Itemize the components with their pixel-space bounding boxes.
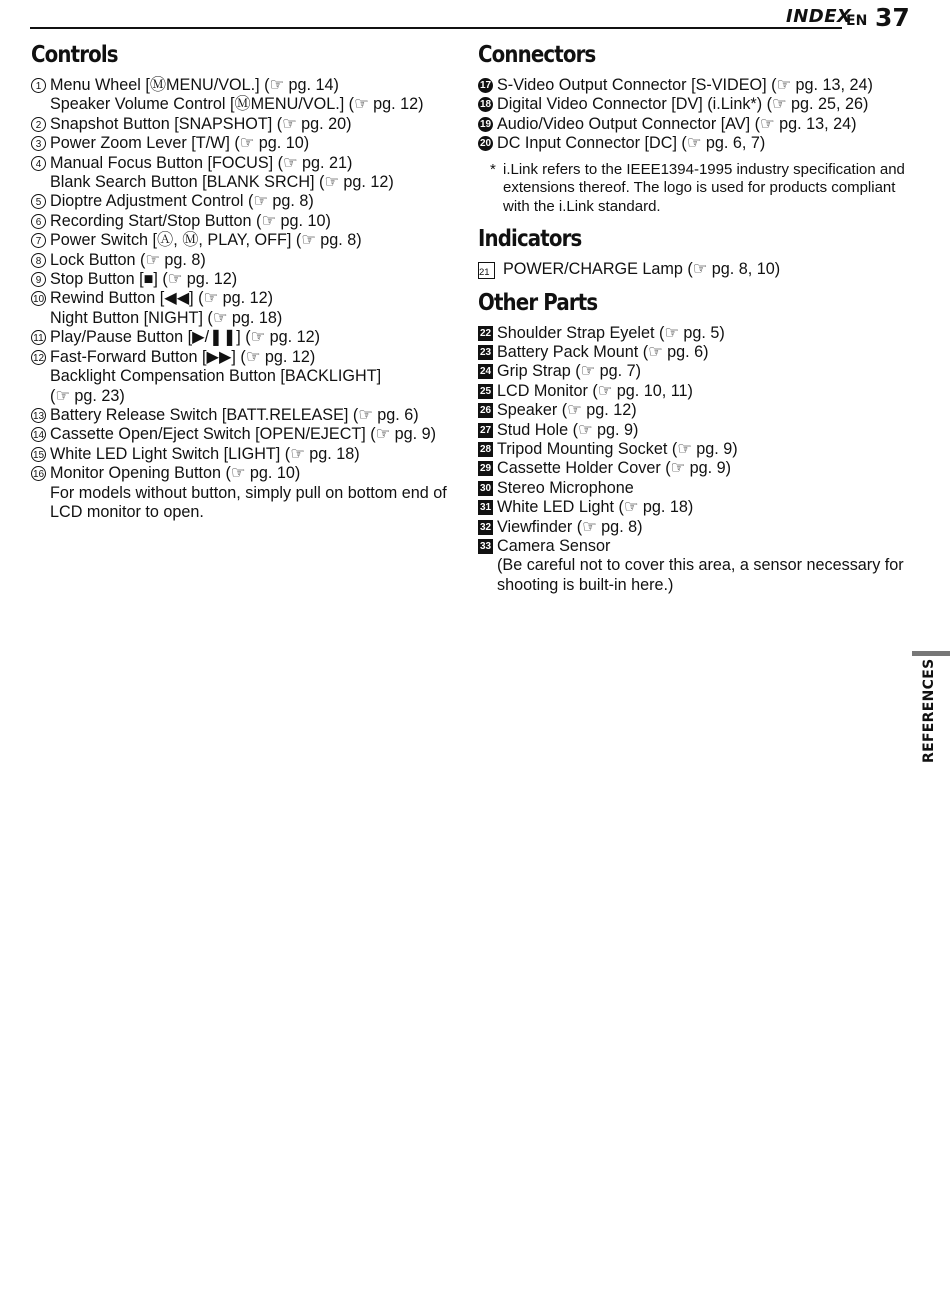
item-text: Snapshot Button [SNAPSHOT] (☞ pg. 20)	[50, 114, 352, 133]
item-text: Monitor Opening Button (☞ pg. 10)	[50, 464, 301, 483]
page-number: 37	[875, 3, 910, 32]
list-item	[31, 231, 461, 250]
item-text: Power Switch [Ⓐ, Ⓜ, PLAY, OFF] (☞ pg. 8)	[50, 231, 362, 250]
item-continuation-text: Backlight Compensation Button [BACKLIGHT]	[50, 367, 382, 386]
item-text: Battery Release Switch [BATT.RELEASE] (☞ pg. 6)	[50, 405, 419, 424]
item-text: Power Zoom Lever [T/W] (☞ pg. 10)	[50, 134, 310, 153]
list-item	[478, 518, 908, 537]
item-number-marker: 2	[31, 117, 46, 132]
item-number-marker: 28	[479, 443, 492, 455]
page-header	[30, 0, 910, 36]
item-text: Viewfinder (☞ pg. 8)	[497, 517, 643, 536]
item-text: Lock Button (☞ pg. 8)	[50, 250, 206, 269]
item-number-marker: 31	[479, 502, 492, 514]
list-item	[31, 348, 461, 367]
item-number-marker: 26	[479, 405, 492, 417]
item-number-marker: 18	[479, 99, 492, 111]
item-text: Dioptre Adjustment Control (☞ pg. 8)	[50, 192, 314, 211]
item-number-marker: 30	[479, 482, 492, 494]
item-number-marker: 1	[31, 78, 46, 93]
list-item	[478, 343, 908, 362]
item-text: Rewind Button [◀◀] (☞ pg. 12)	[50, 289, 273, 308]
item-text: Cassette Open/Eject Switch [OPEN/EJECT] (☞ pg. 9)	[50, 425, 437, 444]
indicators-list	[478, 260, 908, 279]
item-number-marker: 16	[31, 466, 46, 481]
list-item	[478, 95, 908, 114]
indicators-heading: Indicators	[478, 226, 582, 253]
item-number-marker: 21	[478, 262, 495, 279]
list-item	[31, 115, 461, 134]
side-tab-bar	[912, 651, 950, 656]
item-number-marker: 32	[479, 521, 492, 533]
list-item	[31, 270, 461, 289]
list-item	[31, 425, 461, 444]
item-text: Audio/Video Output Connector [AV] (☞ pg. 13, 24)	[497, 114, 857, 133]
item-text: Stud Hole (☞ pg. 9)	[497, 420, 639, 439]
left-column	[31, 40, 461, 522]
header-language: EN	[846, 13, 868, 29]
item-text: Play/Pause Button [▶/❚❚] (☞ pg. 12)	[50, 328, 321, 347]
list-item	[478, 459, 908, 478]
list-item	[478, 440, 908, 459]
item-text: White LED Light (☞ pg. 18)	[497, 498, 694, 517]
footnote-asterisk: *	[490, 160, 496, 178]
item-text: Stereo Microphone	[497, 478, 634, 497]
item-number-marker: 8	[31, 253, 46, 268]
list-item	[31, 464, 461, 483]
list-item	[31, 251, 461, 270]
item-continuation-text: (Be careful not to cover this area, a sensor necessary for shooting is built-in here.)	[497, 556, 904, 594]
item-text: LCD Monitor (☞ pg. 10, 11)	[497, 381, 693, 400]
list-item	[31, 406, 461, 425]
item-number-marker: 12	[31, 350, 46, 365]
list-item	[478, 324, 908, 343]
list-item	[478, 401, 908, 420]
header-rule	[30, 27, 842, 29]
list-item	[31, 289, 461, 308]
item-text: Speaker (☞ pg. 12)	[497, 401, 637, 420]
item-text: Battery Pack Mount (☞ pg. 6)	[497, 342, 709, 361]
item-number-marker: 19	[479, 118, 492, 130]
right-column	[478, 40, 908, 595]
list-item	[478, 382, 908, 401]
item-text: Stop Button [■] (☞ pg. 12)	[50, 270, 238, 289]
item-text: Cassette Holder Cover (☞ pg. 9)	[497, 459, 732, 478]
list-item	[31, 76, 461, 95]
item-continuation-text: Blank Search Button [BLANK SRCH] (☞ pg. 12)	[50, 173, 394, 192]
item-number-marker: 25	[479, 385, 492, 397]
list-item	[478, 537, 908, 556]
item-text: Digital Video Connector [DV] (i.Link*) (☞ pg. 25, 26)	[497, 95, 869, 114]
list-item	[31, 192, 461, 211]
item-number-marker: 6	[31, 214, 46, 229]
connectors-heading: Connectors	[478, 42, 596, 68]
item-number-marker: 24	[479, 366, 492, 378]
item-number-marker: 3	[31, 136, 46, 151]
item-number-marker: 10	[31, 291, 46, 306]
item-text: Camera Sensor	[497, 537, 611, 555]
item-number-marker: 7	[31, 233, 46, 248]
item-text: POWER/CHARGE Lamp (☞ pg. 8, 10)	[503, 260, 781, 279]
list-item	[31, 445, 461, 464]
list-item	[478, 498, 908, 517]
item-number-marker: 17	[479, 80, 492, 91]
list-item	[31, 328, 461, 347]
item-text: Manual Focus Button [FOCUS] (☞ pg. 21)	[50, 153, 353, 172]
item-number-marker: 11	[31, 330, 46, 345]
footnote-text: i.Link refers to the IEEE1394-1995 industry specification and extensions thereof. The logo is used for products compliant with the i.Link standard.	[503, 160, 905, 215]
item-number-marker: 22	[479, 327, 492, 339]
list-item	[31, 212, 461, 231]
list-item	[478, 479, 908, 498]
item-text: DC Input Connector [DC] (☞ pg. 6, 7)	[497, 134, 766, 153]
other-parts-heading: Other Parts	[478, 289, 598, 316]
ilink-footnote	[478, 161, 908, 217]
item-text: S-Video Output Connector [S-VIDEO] (☞ pg. 13, 24)	[497, 76, 873, 94]
item-text: Tripod Mounting Socket (☞ pg. 9)	[497, 439, 738, 458]
item-text: Menu Wheel [ⓂMENU/VOL.] (☞ pg. 14)	[50, 76, 339, 94]
item-text: White LED Light Switch [LIGHT] (☞ pg. 18)	[50, 444, 360, 463]
item-number-marker: 33	[479, 541, 492, 552]
item-number-marker: 20	[479, 138, 492, 150]
connectors-list	[478, 76, 908, 154]
item-continuation-text: Speaker Volume Control [ⓂMENU/VOL.] (☞ pg. 12)	[50, 95, 424, 114]
list-item	[478, 115, 908, 134]
item-number-marker: 9	[31, 272, 46, 287]
item-number-marker: 15	[31, 447, 46, 462]
list-item	[478, 76, 908, 95]
header-index-label: INDEX	[786, 6, 852, 27]
item-number-marker: 14	[31, 427, 46, 442]
list-item	[478, 362, 908, 381]
item-number-marker: 27	[479, 424, 492, 436]
list-item	[478, 260, 908, 279]
controls-list	[31, 76, 461, 522]
controls-heading: Controls	[31, 42, 118, 68]
item-number-marker: 29	[479, 463, 492, 475]
other-parts-list	[478, 324, 908, 596]
list-item	[478, 134, 908, 153]
item-number-marker: 4	[31, 156, 46, 171]
item-continuation-text: For models without button, simply pull on bottom end of LCD monitor to open.	[50, 483, 447, 521]
item-number-marker: 13	[31, 408, 46, 423]
item-text: Fast-Forward Button [▶▶] (☞ pg. 12)	[50, 347, 316, 366]
list-item	[31, 134, 461, 153]
item-text: Grip Strap (☞ pg. 7)	[497, 362, 642, 381]
list-item	[478, 421, 908, 440]
item-text: Shoulder Strap Eyelet (☞ pg. 5)	[497, 323, 725, 342]
item-number-marker: 23	[479, 346, 492, 358]
side-section-label: REFERENCES	[921, 658, 937, 763]
list-item	[31, 154, 461, 173]
item-continuation-text: (☞ pg. 23)	[50, 386, 125, 405]
item-text: Recording Start/Stop Button (☞ pg. 10)	[50, 211, 331, 230]
item-number-marker: 5	[31, 194, 46, 209]
item-continuation-text: Night Button [NIGHT] (☞ pg. 18)	[50, 308, 283, 327]
